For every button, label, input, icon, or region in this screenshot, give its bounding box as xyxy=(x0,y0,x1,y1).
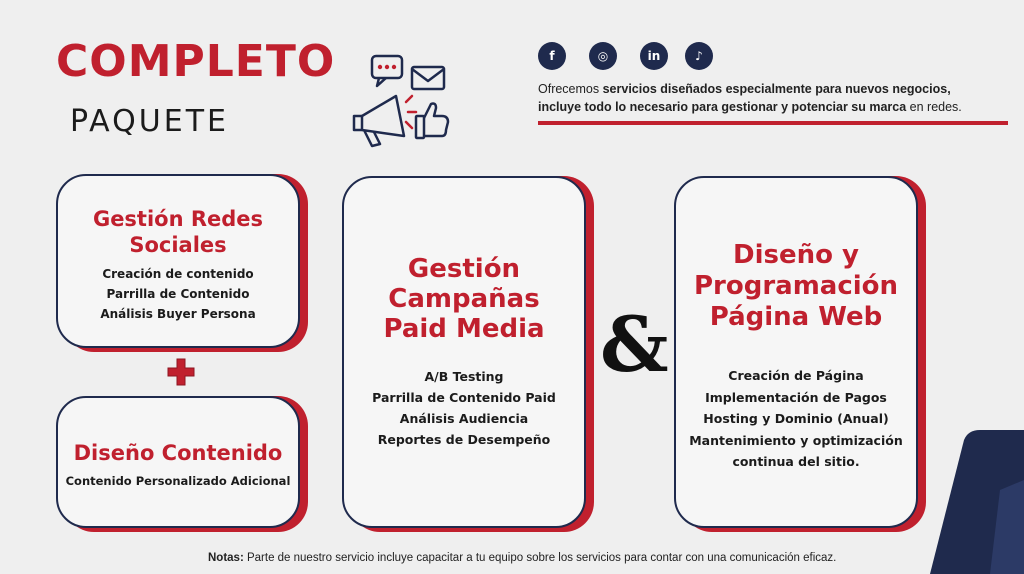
list-item: Parrilla de Contenido Paid xyxy=(372,390,556,405)
notes-text: Parte de nuestro servicio incluye capacitar a tu equipo sobre los servicios para contar con una comunicación eficaz. xyxy=(243,552,837,564)
card-paid-title-line: Paid Media xyxy=(383,314,545,344)
card-content-items xyxy=(58,472,298,490)
card-paid-media xyxy=(342,176,586,528)
list-item: Implementación de Pagos xyxy=(705,389,887,405)
intro-divider xyxy=(538,121,1008,125)
card-web-items xyxy=(676,365,916,473)
instagram-icon[interactable]: ◎ xyxy=(589,42,617,70)
card-social-media xyxy=(56,174,300,348)
intro-suffix: en redes. xyxy=(906,100,962,114)
card-web-title-line: Página Web xyxy=(709,302,883,332)
title-main: COMPLETO xyxy=(56,36,336,87)
notes-label: Notas: xyxy=(208,552,244,564)
list-item: Reportes de Desempeño xyxy=(377,432,551,447)
card-web-title-line: Programación xyxy=(693,271,899,301)
chat-bubble-icon xyxy=(372,56,402,86)
list-item: Análisis Buyer Persona xyxy=(100,307,256,321)
marketing-illustration xyxy=(346,50,456,150)
card-paid-title-line: Gestión xyxy=(407,254,521,284)
list-item: Mantenimiento y optimización xyxy=(689,432,903,448)
intro-text xyxy=(538,80,1008,116)
plus-icon xyxy=(166,357,196,387)
list-item: Creación de Página xyxy=(728,368,864,383)
card-paid-title-line: Campañas xyxy=(388,284,540,314)
list-item: Parrilla de Contenido xyxy=(106,287,250,301)
card-web xyxy=(674,176,918,528)
card-web-title xyxy=(676,240,916,333)
title-sub: PAQUETE xyxy=(70,104,229,139)
footer-notes xyxy=(208,552,836,564)
thumbs-up-icon xyxy=(416,104,448,139)
card-content-title: Diseño Contenido xyxy=(73,441,283,465)
list-item: Creación de contenido xyxy=(102,267,254,281)
megaphone-icon xyxy=(354,96,404,146)
list-item: Contenido Personalizado Adicional xyxy=(65,474,291,488)
card-web-title-line: Diseño y xyxy=(733,240,859,270)
card-paid-title xyxy=(344,254,584,344)
list-item: Hosting y Dominio (Anual) xyxy=(703,411,889,426)
tiktok-icon[interactable]: ♪ xyxy=(685,42,713,70)
card-social-items xyxy=(58,264,298,324)
list-item: Análisis Audiencia xyxy=(399,411,529,426)
linkedin-icon[interactable]: in xyxy=(640,42,668,70)
corner-decoration xyxy=(930,430,1024,574)
card-paid-items xyxy=(344,366,584,450)
intro-bold-1: servicios diseñados especialmente para nuevos negocios, xyxy=(602,82,951,96)
card-social-title: Gestión Redes Sociales xyxy=(92,207,264,257)
facebook-icon[interactable]: f xyxy=(538,42,566,70)
envelope-icon xyxy=(412,67,444,89)
intro-bold-2: incluye todo lo necesario para gestionar y potenciar su marca xyxy=(538,100,907,114)
ampersand-connector: & xyxy=(600,300,669,389)
list-item: A/B Testing xyxy=(424,369,504,384)
list-item: continua del sitio. xyxy=(732,454,860,469)
intro-prefix: Ofrecemos xyxy=(538,82,603,96)
card-content-design xyxy=(56,396,300,528)
